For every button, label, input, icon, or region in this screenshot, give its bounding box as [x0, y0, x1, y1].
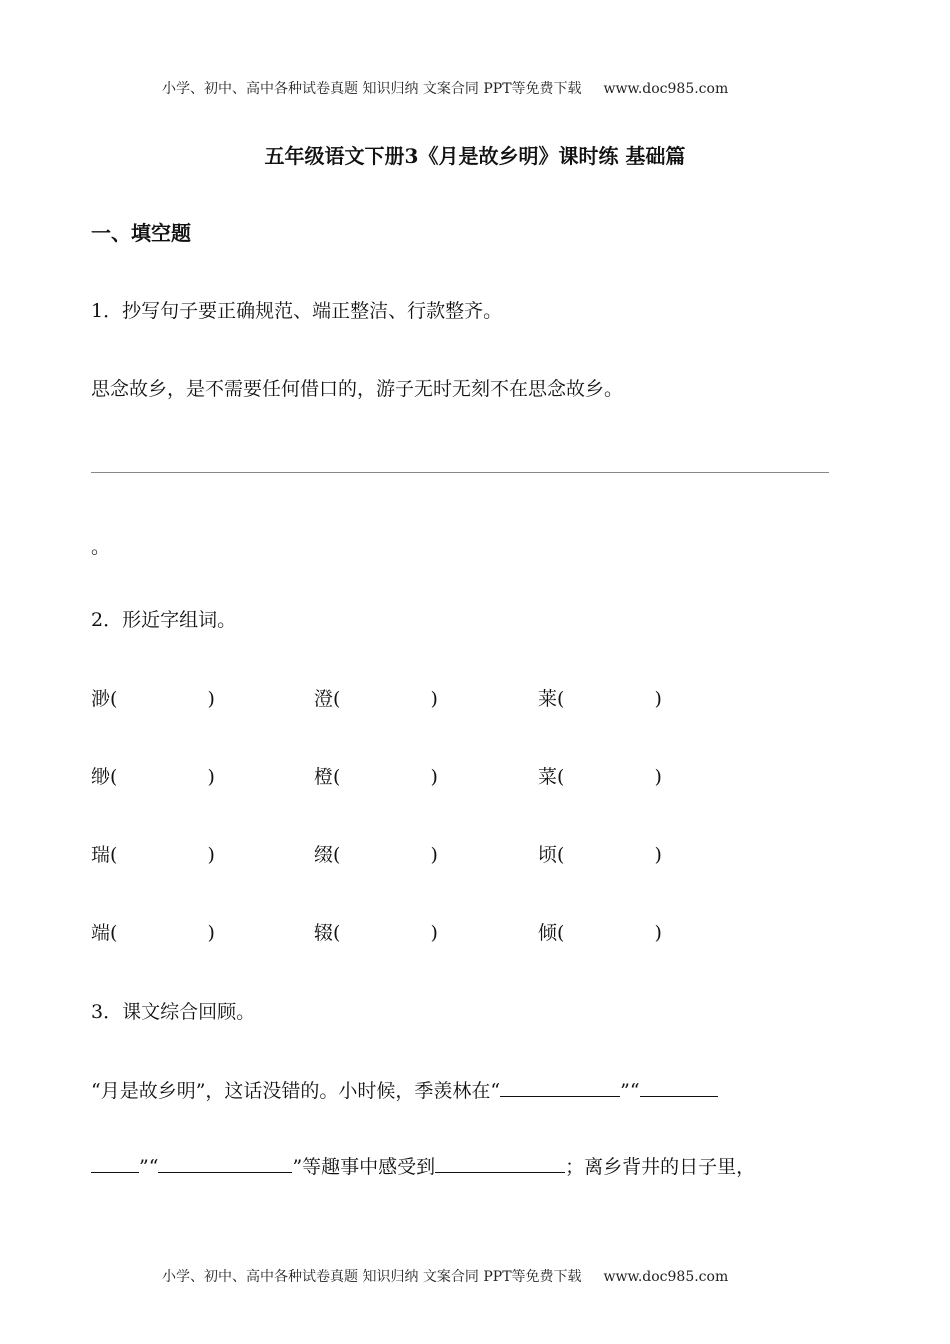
question-3-line-2: [91, 1152, 853, 1179]
char: 澄: [314, 688, 334, 710]
q3-text: ；离乡背井的日子里，: [565, 1156, 756, 1178]
word-blank[interactable]: 倾( ): [538, 922, 662, 944]
word-blank[interactable]: 橙( ): [314, 766, 438, 788]
char: 瑞: [91, 844, 111, 866]
fill-blank[interactable]: [640, 1078, 718, 1097]
char: 橙: [314, 766, 334, 788]
q3-text: ”“: [620, 1080, 640, 1102]
question-2-prompt: 2．形近字组词。: [91, 609, 237, 631]
char: 辍: [314, 922, 334, 944]
word-blank[interactable]: 莱( ): [538, 688, 662, 710]
q3-text: “月是故乡明”，这话没错的。小时候，季羡林在“: [91, 1080, 501, 1102]
char: 菜: [538, 766, 558, 788]
footer-site: www.doc985.com: [603, 1269, 729, 1285]
fill-blank[interactable]: [91, 1154, 139, 1173]
char: 顷: [538, 844, 558, 866]
word-blank[interactable]: 缈( ): [91, 766, 215, 788]
char: 缀: [314, 844, 334, 866]
word-blank[interactable]: 顷( ): [538, 844, 662, 866]
fill-blank[interactable]: [435, 1154, 565, 1173]
page-header: [162, 78, 728, 98]
fill-blank[interactable]: [158, 1154, 292, 1173]
header-ads: 小学、初中、高中各种试卷真题 知识归纳 文案合同 PPT等免费下载: [162, 81, 582, 97]
question-3-prompt: 3．课文综合回顾。: [91, 1001, 256, 1023]
question-1-end-mark: 。: [91, 536, 111, 558]
q3-text: ”“: [139, 1156, 159, 1178]
q3-text: ”等趣事中感受到: [292, 1156, 436, 1178]
question-3-line-1: [91, 1076, 853, 1103]
char: 倾: [538, 922, 558, 944]
char: 缈: [91, 766, 111, 788]
word-blank[interactable]: 端( ): [91, 922, 215, 944]
word-blank[interactable]: 菜( ): [538, 766, 662, 788]
question-1-prompt: 1．抄写句子要正确规范、端正整洁、行款整齐。: [91, 300, 503, 322]
char: 莱: [538, 688, 558, 710]
word-blank[interactable]: 辍( ): [314, 922, 438, 944]
page-footer: [162, 1266, 728, 1286]
char: 端: [91, 922, 111, 944]
footer-ads: 小学、初中、高中各种试卷真题 知识归纳 文案合同 PPT等免费下载: [162, 1269, 582, 1285]
header-site: www.doc985.com: [603, 81, 729, 97]
word-blank[interactable]: 瑞( ): [91, 844, 215, 866]
question-1-sentence: 思念故乡，是不需要任何借口的，游子无时无刻不在思念故乡。: [91, 378, 624, 400]
fill-blank[interactable]: [500, 1078, 620, 1097]
word-blank[interactable]: 缀( ): [314, 844, 438, 866]
word-blank[interactable]: 澄( ): [314, 688, 438, 710]
section-title: 一、填空题: [91, 221, 191, 245]
document-title: 五年级语文下册3《月是故乡明》课时练 基础篇: [264, 144, 686, 168]
char: 渺: [91, 688, 111, 710]
answer-line[interactable]: [91, 472, 829, 473]
word-blank[interactable]: 渺( ): [91, 688, 215, 710]
